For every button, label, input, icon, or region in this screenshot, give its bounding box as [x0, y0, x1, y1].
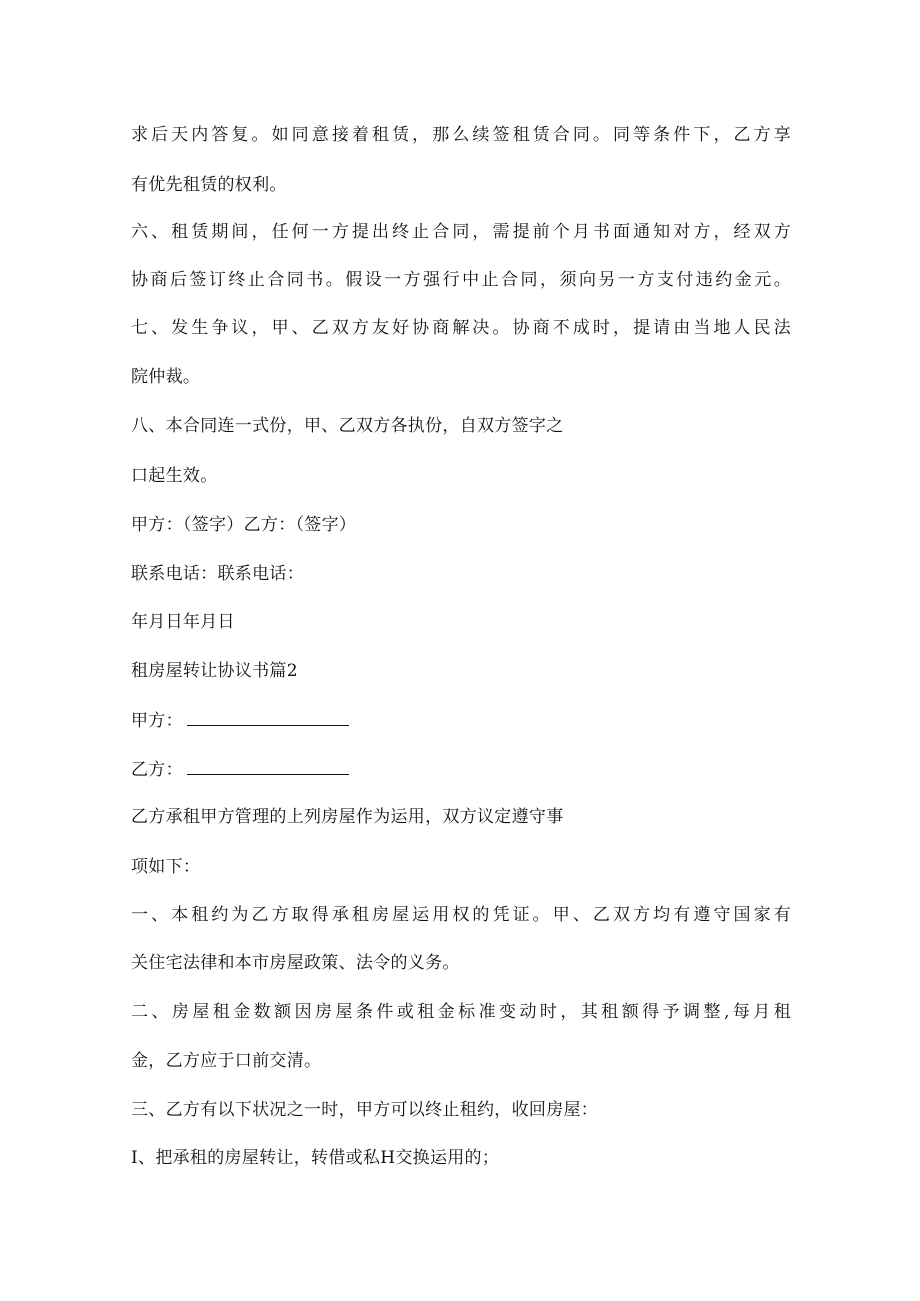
paragraph-line: 关住宅法律和本市房屋政策、法令的义务。: [131, 953, 460, 973]
paragraph-line: 乙方承租甲方管理的上列房屋作为运用，双方议定遵守事: [131, 807, 564, 827]
party-a-label: 甲方：: [131, 711, 183, 731]
paragraph-line: 院仲裁。: [131, 367, 201, 387]
paragraph-line: 口起生效。: [131, 466, 218, 486]
paragraph-line: 七、发生争议，甲、乙双方友好协商解决。协商不成时，提请由当地人民法: [131, 318, 791, 338]
paragraph-line: 一、本租约为乙方取得承租房屋运用权的凭证。甲、乙双方均有遵守国家有: [131, 905, 791, 925]
paragraph-line: 六、租赁期间，任何一方提出终止合同，需提前个月书面通知对方，经双方: [131, 222, 791, 242]
date-line: 年月日年月日: [131, 612, 235, 632]
paragraph-line: 三、乙方有以下状况之一时，甲方可以终止租约，收回房屋：: [131, 1100, 599, 1120]
party-a-blank: [187, 709, 349, 726]
paragraph-line: 八、本合同连一式份，甲、乙双方各执份，自双方签字之: [131, 416, 564, 436]
section-title: 租房屋转让协议书篇2: [131, 661, 298, 681]
signature-line: 甲方：（签字）乙方：（签字）: [131, 515, 357, 535]
paragraph-line: 金，乙方应于口前交清。: [131, 1051, 322, 1071]
paragraph-line: 协商后签订终止合同书。假设一方强行中止合同，须向另一方支付违约金元。: [131, 270, 791, 290]
party-a-line: [131, 709, 349, 732]
paragraph-line: 二、房屋租金数额因房屋条件或租金标准变动时，其租额得予调整,每月租: [131, 1002, 791, 1022]
party-b-line: [131, 758, 349, 781]
contact-phone-line: 联系电话：联系电话：: [131, 564, 304, 584]
paragraph-line: 有优先租赁的权利。: [131, 175, 287, 195]
party-b-blank: [187, 758, 349, 775]
paragraph-line: I、把承租的房屋转让，转借或私H交换运用的；: [131, 1148, 500, 1168]
paragraph-line: 项如下：: [131, 857, 201, 877]
party-b-label: 乙方：: [131, 760, 183, 780]
paragraph-line: 求后天内答复。如同意接着租赁，那么续签租赁合同。同等条件下，乙方享: [131, 125, 791, 145]
